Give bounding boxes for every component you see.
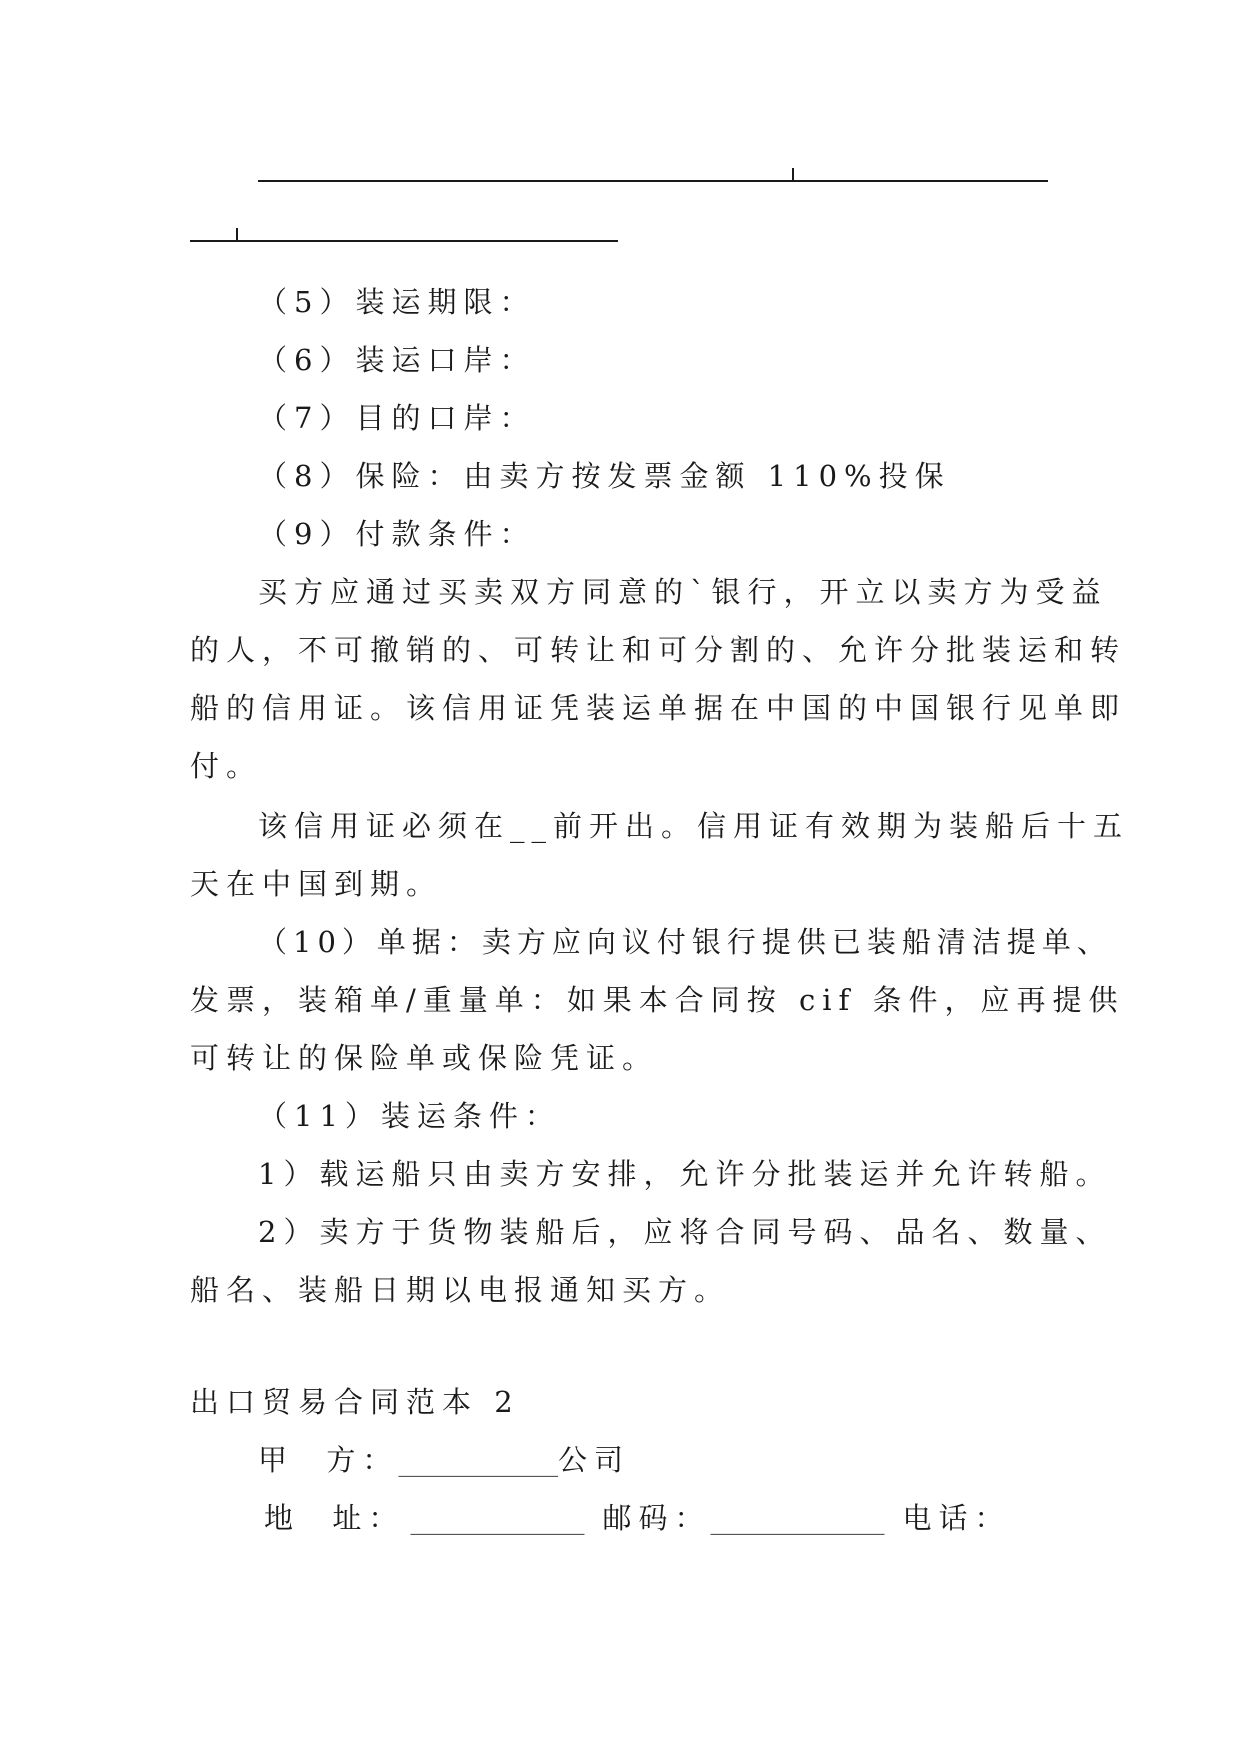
party-a-row	[258, 1440, 1118, 1480]
shipping-condition-1: 1）载运船只由卖方安排，允许分批装运并允许转船。	[258, 1157, 1112, 1191]
top-rule-line-1	[258, 180, 1048, 182]
address-label: 地 址：	[264, 1501, 405, 1535]
item-6: （6）装运口岸：	[258, 343, 536, 377]
item-7: （7）目的口岸：	[258, 401, 536, 435]
party-a-blank: ___________	[398, 1443, 558, 1477]
lc-deadline-before: 该信用证必须在	[258, 809, 511, 843]
lc-deadline-after: 前开出。信用证有效期为装船后十五	[553, 809, 1130, 843]
postcode-label: 邮码：	[602, 1501, 711, 1535]
party-a-suffix: 公司	[557, 1443, 630, 1477]
documents-line-2: 发票，装箱单/重量单：如果本合同按 cif 条件，应再提供	[190, 983, 1125, 1017]
phone-label: 电话：	[902, 1501, 1011, 1535]
item-5: （5）装运期限：	[258, 285, 536, 319]
top-rule-tick-1	[792, 168, 794, 182]
party-a-label: 甲 方：	[258, 1443, 399, 1477]
shipping-condition-2-line-1: 2）卖方于货物装船后，应将合同号码、品名、数量、	[258, 1215, 1112, 1249]
payment-line-3: 船的信用证。该信用证凭装运单据在中国的中国银行见单即	[190, 691, 1127, 725]
item-8: （8）保险：由卖方按发票金额 110%投保	[258, 459, 951, 493]
contract-2-title: 出口贸易合同范本 2	[190, 1385, 520, 1419]
documents-line-3: 可转让的保险单或保险凭证。	[190, 1041, 659, 1075]
item-9: （9）付款条件：	[258, 517, 536, 551]
payment-line-2: 的人，不可撤销的、可转让和可分割的、允许分批装运和转	[190, 633, 1127, 667]
postcode-blank: ____________	[710, 1501, 885, 1535]
lc-deadline-blank: __	[510, 809, 554, 843]
lc-deadline-line	[258, 806, 1130, 846]
address-row	[264, 1498, 1124, 1538]
shipping-condition-2-line-2: 船名、装船日期以电报通知买方。	[190, 1273, 731, 1307]
address-blank: ____________	[410, 1501, 585, 1535]
documents-line-1: （10）单据：卖方应向议付银行提供已装船清洁提单、	[258, 925, 1112, 959]
lc-deadline-line-2: 天在中国到期。	[190, 867, 443, 901]
top-rule-tick-2	[236, 228, 238, 242]
payment-line-1: 买方应通过买卖双方同意的`银行，开立以卖方为受益	[258, 575, 1108, 609]
shipping-heading: （11）装运条件：	[258, 1099, 561, 1133]
payment-line-4: 付。	[190, 749, 263, 783]
top-rule-line-2	[190, 240, 618, 242]
